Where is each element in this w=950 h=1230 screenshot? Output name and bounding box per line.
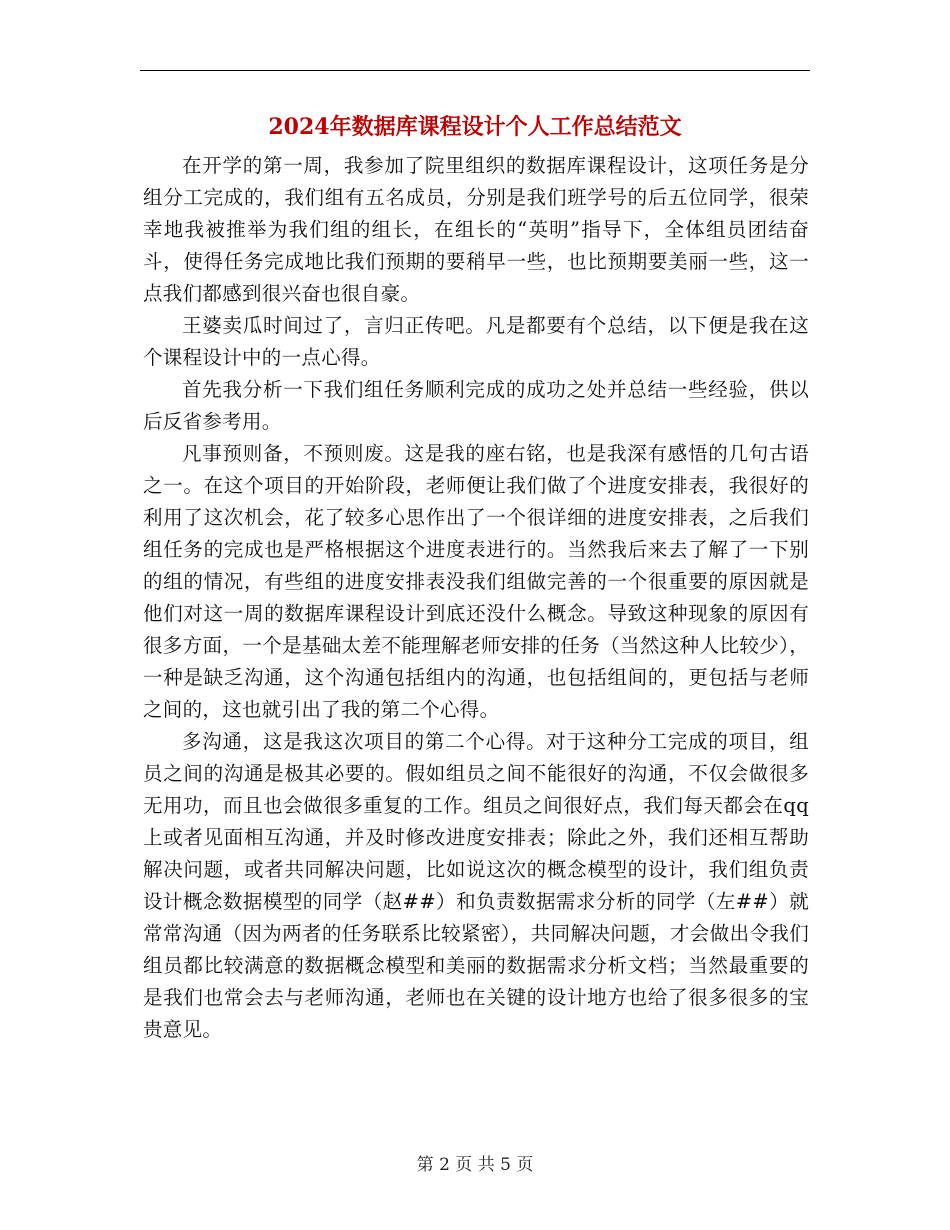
document-body	[143, 150, 809, 1046]
paragraph-1: 在开学的第一周，我参加了院里组织的数据库课程设计，这项任务是分组分工完成的，我们组有五名成员，分别是我们班学号的后五位同学，很荣幸地我被推举为我们组的组长，在组长的“英明”指导下，全体组员团结奋斗，使得任务完成地比我们预期的要稍早一些，也比预期要美丽一些，这一点我们都感到很兴奋也很自豪。	[143, 154, 809, 305]
paragraph-4: 凡事预则备，不预则废。这是我的座右铭，也是我深有感悟的几句古语之一。在这个项目的开始阶段，老师便让我们做了个进度安排表，我很好的利用了这次机会，花了较多心思作出了一个很详细的进度安排表，之后我们组任务的完成也是严格根据这个进度表进行的。当然我后来去了解了一下别的组的情况，有些组的进度安排表没我们组做完善的一个很重要的原因就是他们对这一周的数据库课程设计到底还没什么概念。导致这种现象的原因有很多方面，一个是基础太差不能理解老师安排的任务（当然这种人比较少），一种是缺乏沟通，这个沟通包括组内的沟通，也包括组间的，更包括与老师之间的，这也就引出了我的第二个心得。	[143, 442, 809, 721]
paragraph-3: 首先我分析一下我们组任务顺利完成的成功之处并总结一些经验，供以后反省参考用。	[143, 378, 809, 433]
header-rule	[140, 70, 810, 71]
page-footer: 第 2 页 共 5 页	[416, 1155, 534, 1175]
document-title: 2024年数据库课程设计个人工作总结范文	[268, 114, 682, 140]
paragraph-5: 多沟通，这是我这次项目的第二个心得。对于这种分工完成的项目，组员之间的沟通是极其必要的。假如组员之间不能很好的沟通，不仅会做很多无用功，而且也会做很多重复的工作。组员之间很好点，我们每天都会在qq上或者见面相互沟通，并及时修改进度安排表；除此之外，我们还相互帮助解决问题，或者共同解决问题，比如说这次的概念模型的设计，我们组负责设计概念数据模型的同学（赵##）和负责数据需求分析的同学（左##）就常常沟通（因为两者的任务联系比较紧密），共同解决问题，才会做出令我们组员都比较满意的数据概念模型和美丽的数据需求分析文档；当然最重要的是我们也常会去与老师沟通，老师也在关键的设计地方也给了很多很多的宝贵意见。	[143, 730, 809, 1041]
paragraph-2: 王婆卖瓜时间过了，言归正传吧。凡是都要有个总结，以下便是我在这个课程设计中的一点心得。	[143, 314, 809, 369]
